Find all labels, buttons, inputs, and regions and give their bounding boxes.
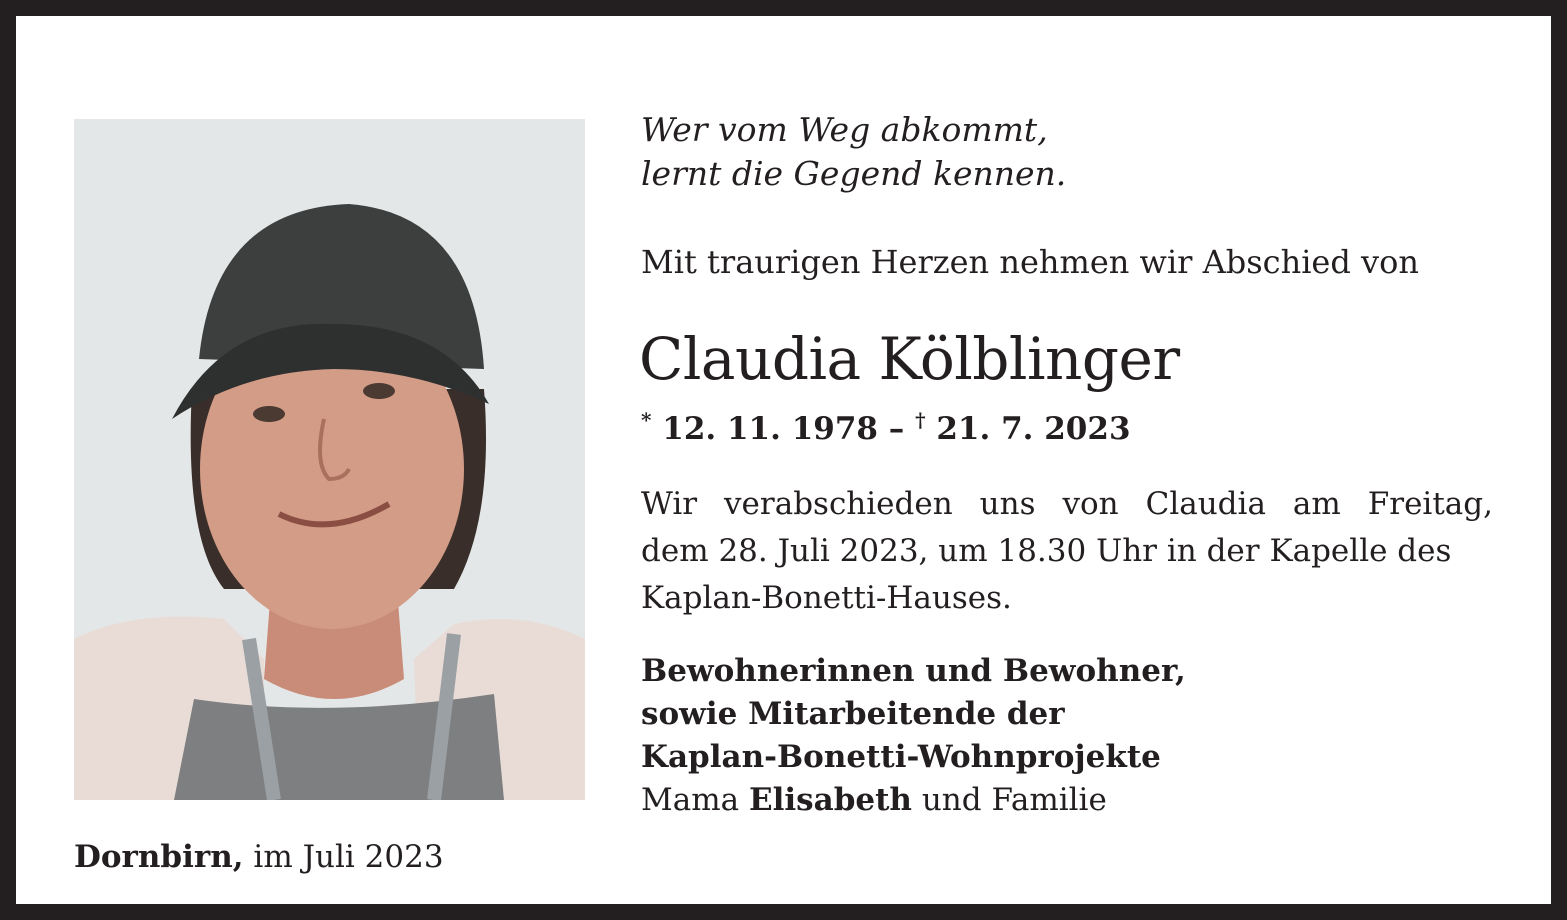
motto-line-2: lernt die Gegend kennen. [641,154,1067,193]
date-separator: – [888,411,905,447]
family-prefix: Mama [641,782,740,818]
death-symbol: † [915,408,926,432]
life-dates [641,400,1501,449]
family-line [641,779,1501,822]
motto-line-1: Wer vom Weg abkommt, [641,110,1048,149]
deceased-name: Claudia Kölblinger [639,325,1180,393]
portrait-photo [74,119,585,800]
signer-line-3: Kaplan-Bonetti-Wohnprojekte [641,739,1161,775]
place-date [74,836,634,878]
service-line-2: dem 28. Juli 2023, um 18.30 Uhr in der Kapelle des [641,533,1452,569]
service-line-3: Kaplan-Bonetti-Hauses. [641,580,1012,616]
family-name: Elisabeth [748,782,912,818]
birth-symbol: * [641,408,652,432]
motto-quote [641,108,1501,196]
portrait-illustration [74,119,585,800]
signer-line-2: sowie Mitarbeitende der [641,696,1065,732]
birth-date: 12. 11. 1978 [662,411,878,447]
signer-line-1: Bewohnerinnen und Bewohner, [641,653,1186,689]
family-suffix: und Familie [921,782,1107,818]
service-line-1: Wir verabschieden uns von Claudia am Freitag, [641,486,1493,522]
service-announcement [641,481,1493,622]
signers-block [641,650,1501,822]
death-date: 21. 7. 2023 [936,411,1131,447]
intro-text: Mit traurigen Herzen nehmen wir Abschied von [641,243,1419,281]
place-month: im Juli 2023 [253,839,444,875]
place-city: Dornbirn, [74,839,244,875]
